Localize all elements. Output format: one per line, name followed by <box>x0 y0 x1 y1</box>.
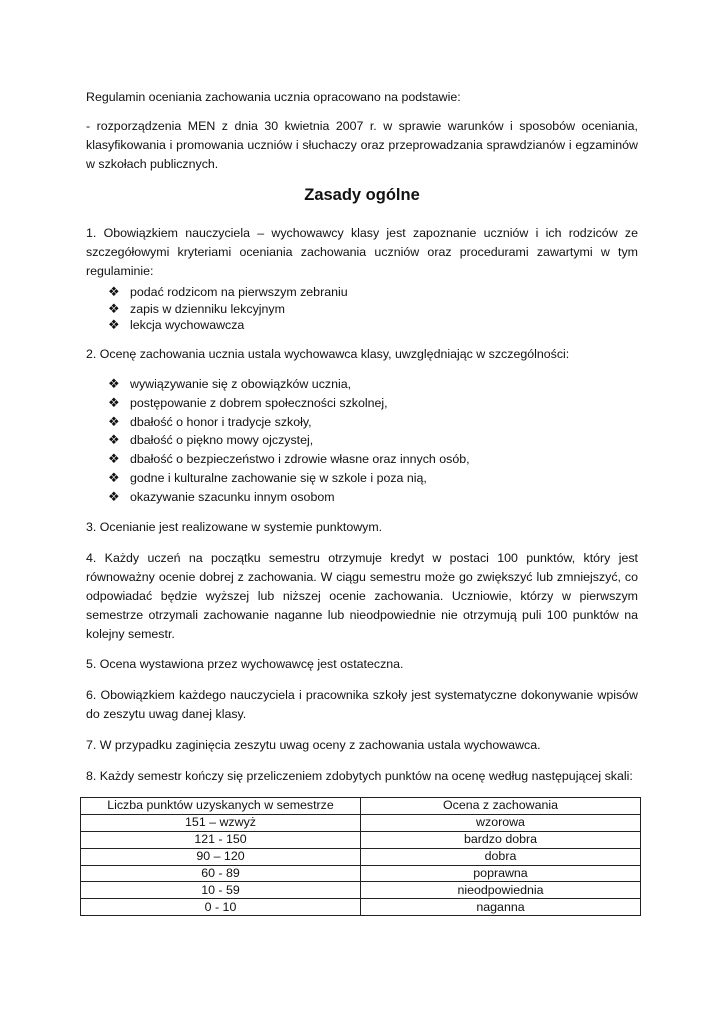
paragraph-2: 2. Ocenę zachowania ucznia ustala wychowawca klasy, uwzględniając w szczególności: <box>86 347 570 361</box>
list-item: ❖ dbałość o piękno mowy ojczystej, <box>108 431 470 450</box>
list-item: ❖ wywiązywanie się z obowiązków ucznia, <box>108 375 470 394</box>
table-cell: 0 - 10 <box>81 899 361 916</box>
bullet-icon: ❖ <box>108 413 120 429</box>
bullet-icon: ❖ <box>108 432 120 448</box>
table-cell: 90 – 120 <box>81 848 361 865</box>
table-header-row <box>81 798 641 815</box>
intro-regulation: - rozporządzenia MEN z dnia 30 kwietnia 2007 r. w sprawie warunków i sposobów oceniania, klasyfikowania i promowania uczniów i słuchaczy oraz przeprowadzania sprawdzianów i egzaminów w szkołach publicznych. <box>86 119 638 171</box>
table-cell: bardzo dobra <box>361 831 641 848</box>
table-row <box>81 848 641 865</box>
table-row <box>81 814 641 831</box>
intro-line: Regulamin oceniania zachowania ucznia opracowano na podstawie: <box>86 90 461 104</box>
table-row <box>81 865 641 882</box>
table-row <box>81 899 641 916</box>
bullet-icon: ❖ <box>108 469 120 485</box>
list-item: ❖ dbałość o bezpieczeństwo i zdrowie własne oraz innych osób, <box>108 450 470 469</box>
bullet-icon: ❖ <box>108 451 120 467</box>
table-cell: 121 - 150 <box>81 831 361 848</box>
bullet-icon: ❖ <box>108 300 120 316</box>
bullet-icon: ❖ <box>108 488 120 504</box>
paragraph-5: 5. Ocena wystawiona przez wychowawcę jest ostateczna. <box>86 657 404 671</box>
table-row <box>81 882 641 899</box>
table-cell: nieodpowiednia <box>361 882 641 899</box>
list-item: ❖ postępowanie z dobrem społeczności szkolnej, <box>108 394 470 413</box>
list-item: ❖ zapis w dzienniku lekcyjnym <box>108 300 285 316</box>
list-item: ❖ godne i kulturalne zachowanie się w szkole i poza nią, <box>108 469 470 488</box>
paragraph-3: 3. Ocenianie jest realizowane w systemie punktowym. <box>86 520 383 534</box>
list-informing <box>108 284 348 334</box>
table-cell: poprawna <box>361 865 641 882</box>
paragraph-4: 4. Każdy uczeń na początku semestru otrzymuje kredyt w postaci 100 punktów, który jest równoważny ocenie dobrej z zachowania. W ciągu semestru może go zwiększyć lub zmniejszyć, co odpowiadać będzie wyższej lub niższej ocenie zachowania. Uczniowie, którzy w pierwszym semestrze otrzymali zachowanie naganne lub nieodpowiednie nie otrzymują puli 100 punktów na kolejny semestr. <box>86 551 638 641</box>
table-cell: naganna <box>361 899 641 916</box>
table-header-cell: Liczba punktów uzyskanych w semestrze <box>81 798 361 815</box>
section-heading: Zasady ogólne <box>304 186 420 204</box>
bullet-icon: ❖ <box>108 284 120 299</box>
bullet-icon: ❖ <box>108 376 120 391</box>
table-header-cell: Ocena z zachowania <box>361 798 641 815</box>
list-item: ❖ dbałość o honor i tradycje szkoły, <box>108 413 470 432</box>
list-item: ❖ podać rodzicom na pierwszym zebraniu <box>108 284 348 299</box>
table-cell: dobra <box>361 848 641 865</box>
bullet-icon: ❖ <box>108 317 120 332</box>
table-row <box>81 831 641 848</box>
table-cell: 10 - 59 <box>81 882 361 899</box>
list-item: ❖ lekcja wychowawcza <box>108 317 245 332</box>
paragraph-1: 1. Obowiązkiem nauczyciela – wychowawcy klasy jest zapoznanie uczniów i ich rodziców ze szczegółowymi kryteriami oceniania zachowania uczniów oraz procedurami zawartymi w tym regulaminie: <box>86 226 638 278</box>
list-item: ❖ okazywanie szacunku innym osobom <box>108 488 470 507</box>
table-cell: wzorowa <box>361 814 641 831</box>
table-cell: 151 – wzwyż <box>81 814 361 831</box>
list-criteria <box>108 375 470 507</box>
paragraph-6: 6. Obowiązkiem każdego nauczyciela i pracownika szkoły jest systematyczne dokonywanie wpisów do zeszytu uwag danej klasy. <box>86 688 638 721</box>
paragraph-7: 7. W przypadku zaginięcia zeszytu uwag oceny z zachowania ustala wychowawca. <box>86 738 541 752</box>
bullet-icon: ❖ <box>108 394 120 410</box>
table-cell: 60 - 89 <box>81 865 361 882</box>
grading-scale-table <box>80 797 641 916</box>
paragraph-8: 8. Każdy semestr kończy się przeliczeniem zdobytych punktów na ocenę według następującej skali: <box>86 769 633 783</box>
